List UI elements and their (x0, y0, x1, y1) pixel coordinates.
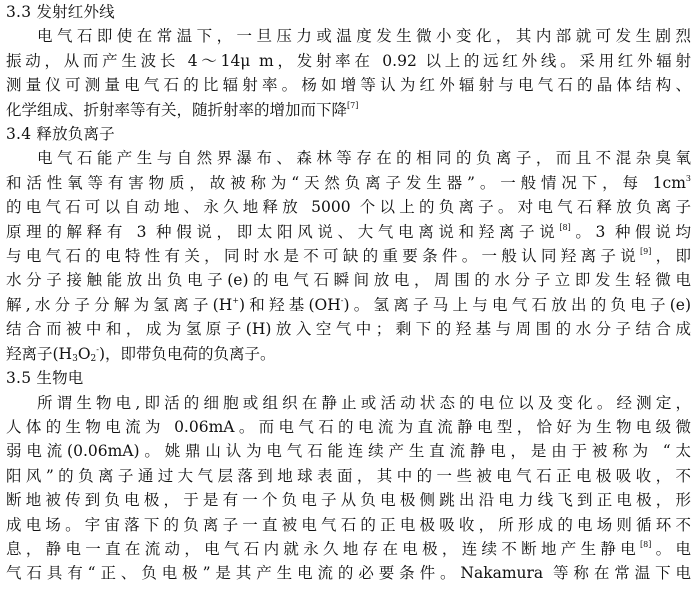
text-line: 成电场。宇宙落下的负离子一直被电气石的正电极吸收，所形成的电场则循环不 (6, 515, 691, 534)
text-line (6, 293, 691, 317)
paragraph-3-5 (6, 391, 691, 586)
text-line (6, 98, 691, 122)
citation-ref: [7] (347, 100, 359, 110)
paragraph-3-4 (6, 146, 691, 366)
text-fragment: 。3 种假说均 (570, 222, 692, 241)
text-fragment: O (77, 344, 91, 363)
text-line: 弱电流(0.06mA)。姚鼎山认为电气石能连续产生直流静电，是由于被称为 “太 (6, 442, 691, 461)
text-line (6, 537, 691, 561)
text-line: 振动，从而产生波长 4～14μ m，发射率在 0.92 以上的远红外线。采用红外辐射 (6, 51, 691, 70)
text-line: 断地被传到负电极，于是有一个负电子从负电极侧跳出沿电力线飞到正电极，形 (6, 491, 691, 510)
text-line (6, 220, 691, 244)
section-heading-3-3: 3.3 发射红外线 (6, 3, 115, 21)
charge-sign: - (96, 344, 99, 354)
text-fragment: 和活性氧等有害物质，故被称为“天然负离子发生器”。一般情况下，每 1cm (6, 173, 686, 192)
charge-sign: - (340, 295, 344, 305)
text-line (6, 171, 691, 195)
citation-ref: [8] (559, 222, 571, 232)
text-line: 结合而被中和，成为氢原子(H)放入空气中；剩下的羟基与周围的水分子结合成 (6, 320, 691, 339)
paragraph-3-3 (6, 24, 691, 122)
text-fragment: )，即带负电荷的负离子。 (98, 344, 276, 363)
text-line: 阳风”的负离子通过大气层落到地球表面，其中的一些被电气石正电极吸收，不 (6, 466, 691, 485)
text-line: 电气石能产生与自然界瀑布、森林等存在的相同的负离子，而且不混杂臭氧 (37, 149, 691, 168)
text-fragment: )。氢离子马上与电气石放出的负电子(e) (343, 295, 691, 314)
text-fragment: ，即 (651, 247, 691, 266)
text-line: 电气石即使在常温下，一旦压力或温度发生微小变化，其内部就可发生剧烈 (37, 27, 691, 46)
citation-ref: [9] (640, 247, 652, 257)
text-line (6, 244, 691, 268)
text-line: 的电气石可以自动地、永久地释放 5000 个以上的负离子。对电气石释放负离子 (6, 198, 691, 217)
charge-sign: + (232, 295, 239, 305)
section-heading-3-5: 3.5 生物电 (6, 369, 84, 388)
subscript: 2 (90, 353, 97, 364)
text-fragment: 羟离子(H (6, 344, 73, 363)
text-line (6, 342, 691, 366)
text-fragment: )和羟基(OH (238, 295, 341, 314)
text-fragment: 息，静电一直在流动，电气石内就永久地存在电极，连续不断地产生静电 (6, 539, 641, 558)
subscript: 3 (72, 353, 78, 364)
exponent: 3 (685, 173, 691, 183)
text-fragment: 。电 (651, 539, 691, 558)
text-line: 水分子接触能放出负电子(e)的电气石瞬间放电，周围的水分子立即发生轻微电 (6, 271, 691, 290)
section-heading-3-4: 3.4 释放负离子 (6, 125, 115, 144)
citation-ref: [8] (640, 539, 652, 549)
text-line: 气石具有“正、负电极”是其产生电流的必要条件。Nakamura 等称在常温下电 (6, 564, 691, 583)
text-fragment: 解,水分子分解为氢离子(H (6, 295, 233, 314)
text-fragment: 与电气石的电特性有关，同时水是不可缺的重要条件。一般认同羟离子说 (6, 247, 641, 266)
text-fragment: 化学组成、折射率等有关，随折射率的增加而下降 (6, 100, 348, 119)
text-fragment: 原理的解释有 3 种假说，即太阳风说、大气电离说和羟离子说 (6, 222, 560, 241)
text-line: 所谓生物电,即活的细胞或组织在静止或活动状态的电位以及变化。经测定， (37, 393, 691, 412)
text-line: 人体的生物电流为 0.06mA。而电气石的电流为直流静电型，恰好为生物电级微 (6, 417, 691, 436)
text-line: 测量仪可测量电气石的比辐射率。杨如增等认为红外辐射与电气石的晶体结构、 (6, 76, 691, 95)
